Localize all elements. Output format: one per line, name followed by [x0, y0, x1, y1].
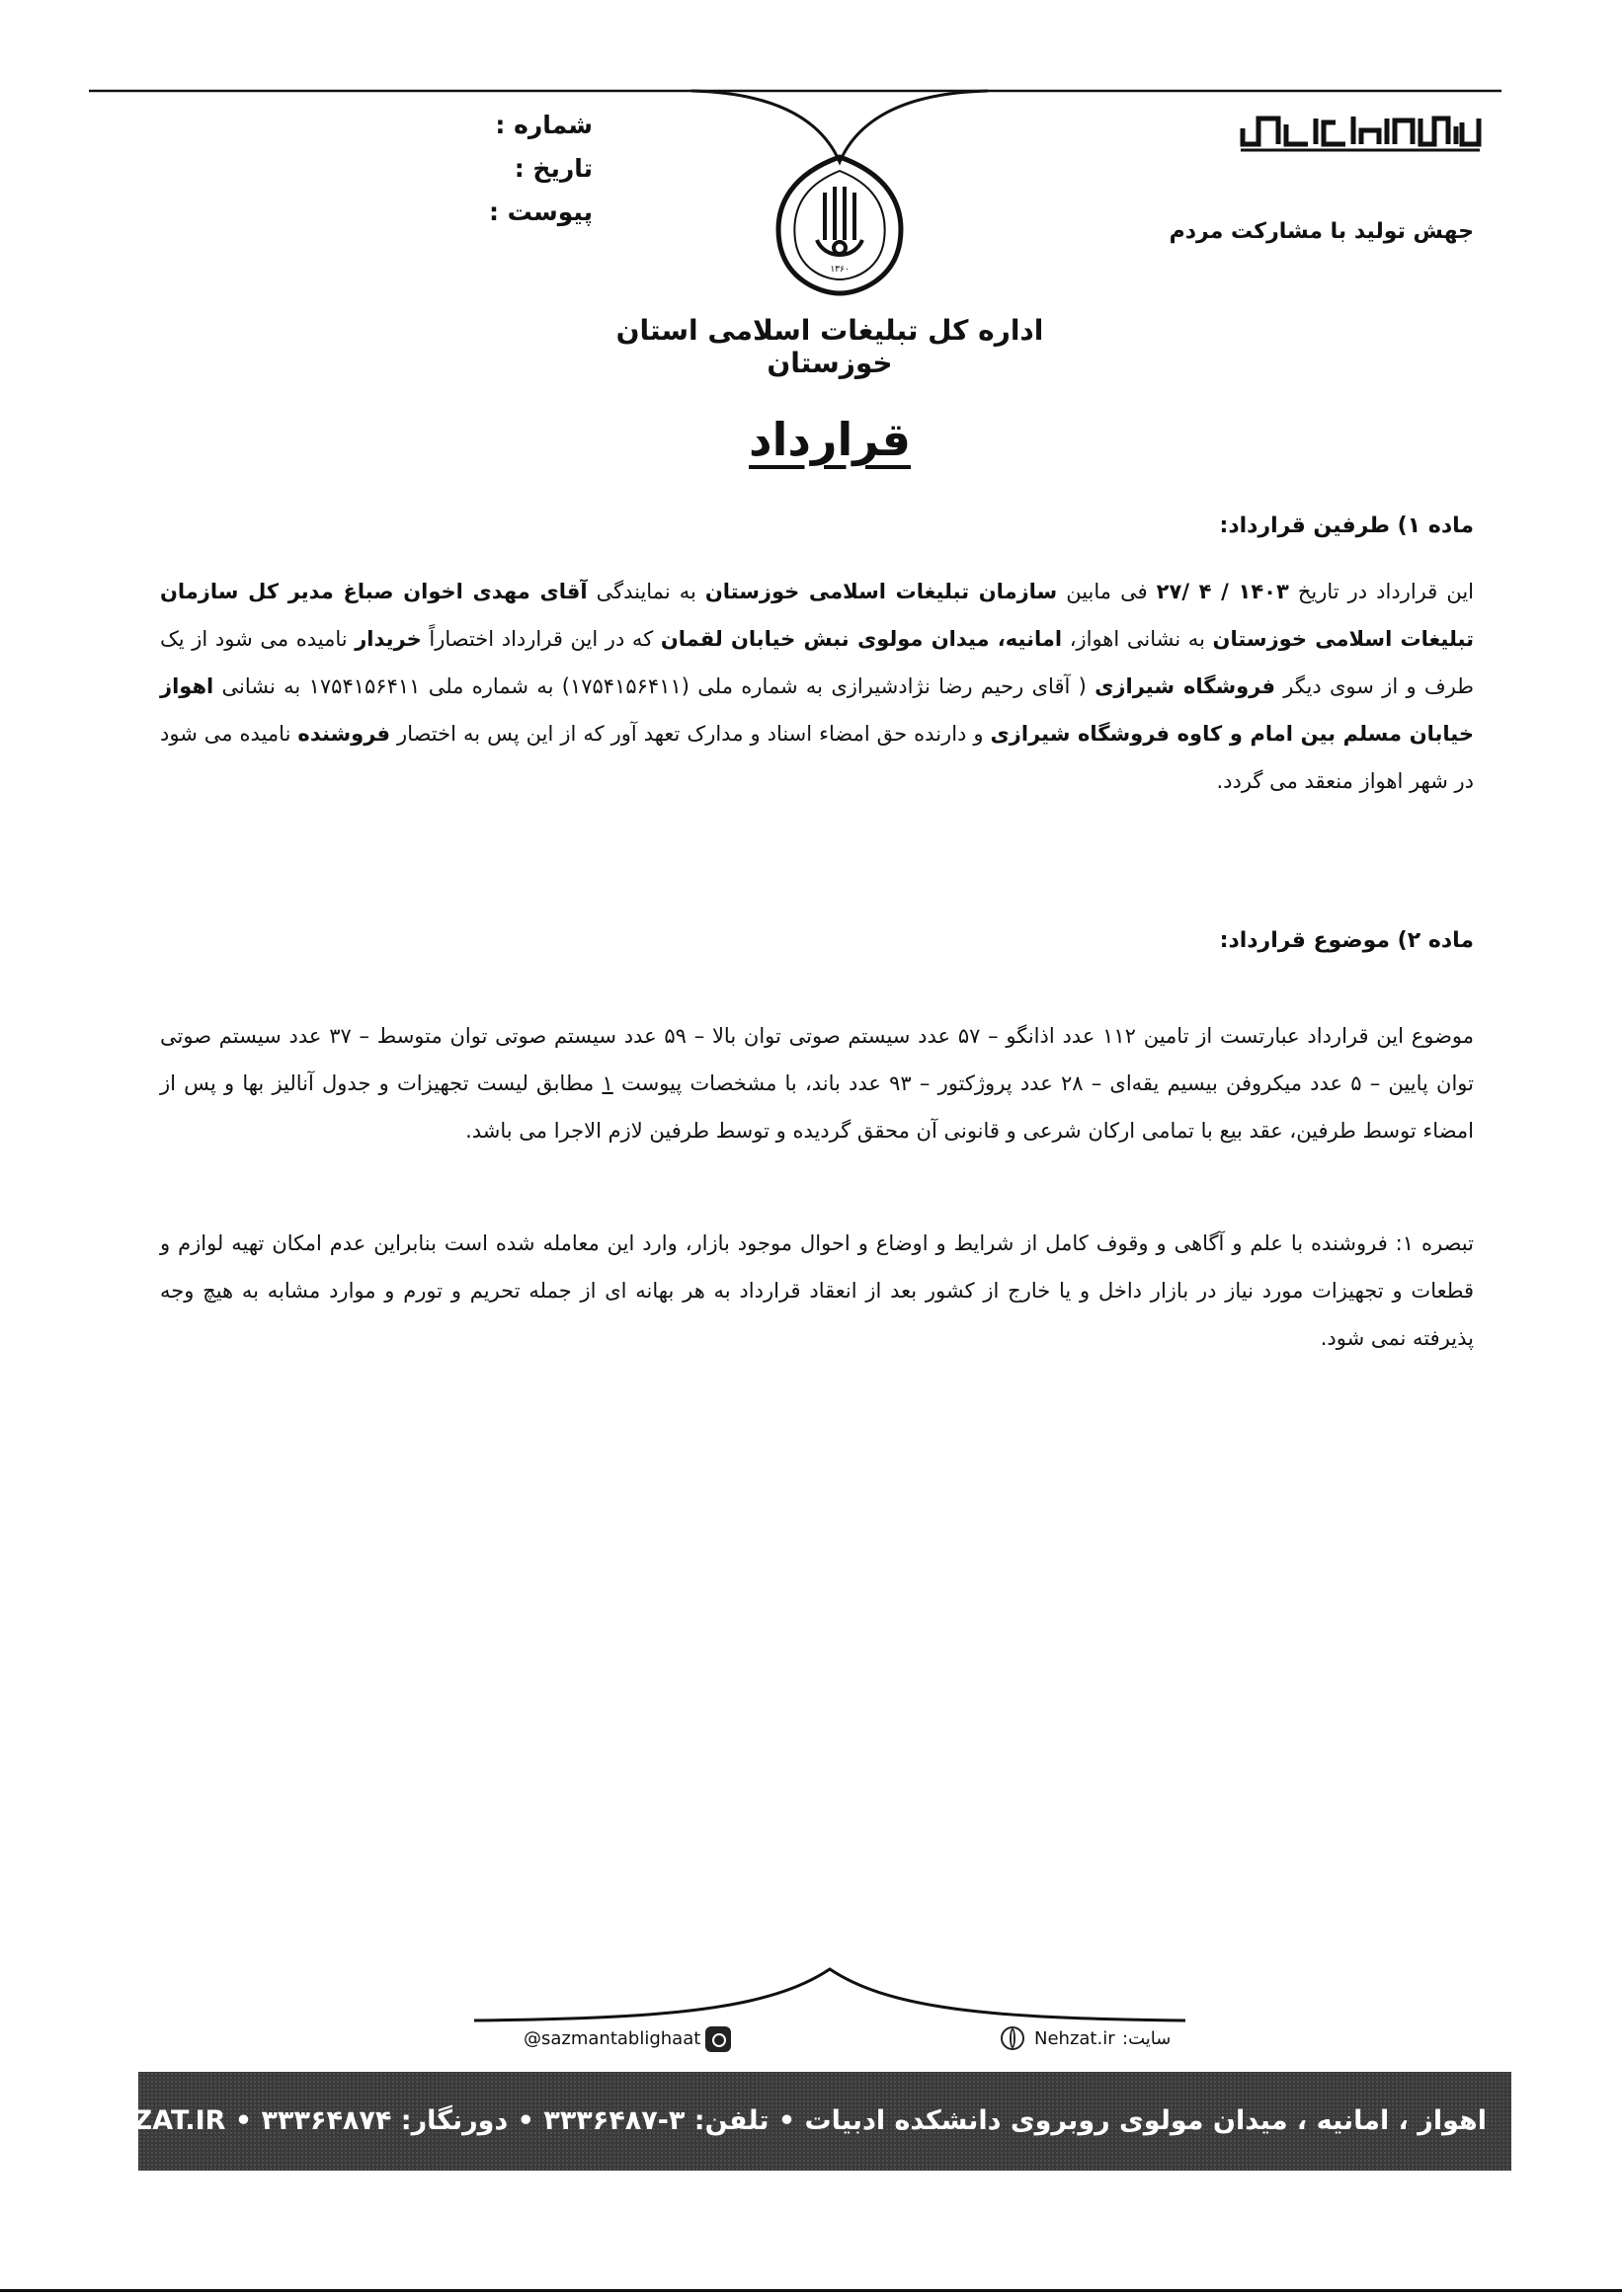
footer-curve [474, 1965, 1185, 2024]
article-1-paragraph: این قرارداد در تاریخ ۱۴۰۳ / ۴ /۲۷ فی مابین سازمان تبلیغات اسلامی خوزستان به نمایندگی آقای مهدی اخوان صباغ مدیر کل سازمان تبلیغات اسلامی خوزستان به نشانی اهواز، امانیه، میدان مولوی نبش خیابان لقمان که در این قرارداد اختصاراً خریدار نامیده می شود از یک طرف و از سوی دیگر فروشگاه شیرازی ( آقای رحیم رضا نژادشیرازی به شماره ملی (۱۷۵۴۱۵۶۴۱۱) به شماره ملی ۱۷۵۴۱۵۶۴۱۱ به نشانی اهواز خیابان مسلم بین امام و کاوه فروشگاه شیرازی و دارنده حق امضاء اسناد و مدارک تعهد آور که از این پس به اختصار فروشنده نامیده می شود در شهر اهواز منعقد می گردد. [160, 580, 1475, 793]
attachment-label: پیوست : [488, 198, 593, 226]
instagram-icon [705, 2026, 731, 2052]
article-1-heading: ماده ۱) طرفین قرارداد: [1219, 514, 1474, 538]
bismillah-calligraphy [1237, 109, 1484, 154]
number-label: شماره : [495, 111, 593, 139]
organization-name: اداره کل تبلیغات اسلامی استان خوزستان [615, 314, 1044, 379]
website-url[interactable]: Nehzat.ir [1034, 2028, 1115, 2049]
organization-emblem [766, 153, 914, 296]
globe-icon [1001, 2026, 1024, 2050]
website-label: سایت: [1122, 2028, 1172, 2049]
bottom-edge-rule [0, 2289, 1622, 2292]
emblem-year: ۱۳۶۰ [830, 265, 850, 275]
contract-date: ۱۴۰۳ / ۴ /۲۷ [1156, 580, 1289, 603]
document-title: قرارداد [749, 413, 911, 466]
footer-contact-row [514, 2024, 1264, 2056]
article-2-paragraph: موضوع این قرارداد عبارتست از تامین ۱۱۲ عدد اذانگو – ۵۷ عدد سیستم صوتی توان بالا – ۵۹ عدد سیستم صوتی توان متوسط – ۳۷ عدد سیستم صوتی توان پایین – ۵ عدد میکروفن بیسیم یقه‌ای – ۲۸ عدد پروژکتور – ۹۳ عدد باند، با مشخصات پیوست ۱ مطابق لیست تجهیزات و جدول آنالیز بها و پس از امضاء توسط طرفین، عقد بیع با تمامی ارکان شرعی و قانونی آن محقق گردیده و توسط طرفین لازم الاجرا می باشد. [160, 1024, 1475, 1143]
note-1-paragraph: تبصره ۱: فروشنده با علم و آگاهی و وقوف کامل از شرایط و اوضاع و احوال موجود بازار، وارد این معامله شده است بنابراین عدم امکان تهیه لوازم و قطعات و تجهیزات مورد نیاز در بازار داخل و یا خارج از کشور بعد از انعقاد قرارداد به هر بهانه ای از جمله تحریم و تورم و موارد مشابه به هیچ وجه پذیرفته نمی شود. [160, 1231, 1474, 1350]
letter-meta [405, 104, 593, 234]
footer-address: اهواز ، امانیه ، میدان مولوی روبروی دانشکده ادبیات • تلفن: ۳-۳۳۳۶۴۸۷ • دورنگار: ۳۳۳۶۴۸۷۴ • NEHZAT.IR [70, 2105, 1487, 2136]
date-label: تاریخ : [514, 154, 593, 183]
instagram-handle[interactable]: @sazmantablighaat [524, 2028, 701, 2049]
article-2-heading: ماده ۲) موضوع قرارداد: [1219, 928, 1474, 953]
attachment-number: ۱ [602, 1071, 613, 1095]
footer-address-band [70, 2072, 1511, 2171]
motto: جهش تولید با مشارکت مردم [1169, 219, 1474, 244]
